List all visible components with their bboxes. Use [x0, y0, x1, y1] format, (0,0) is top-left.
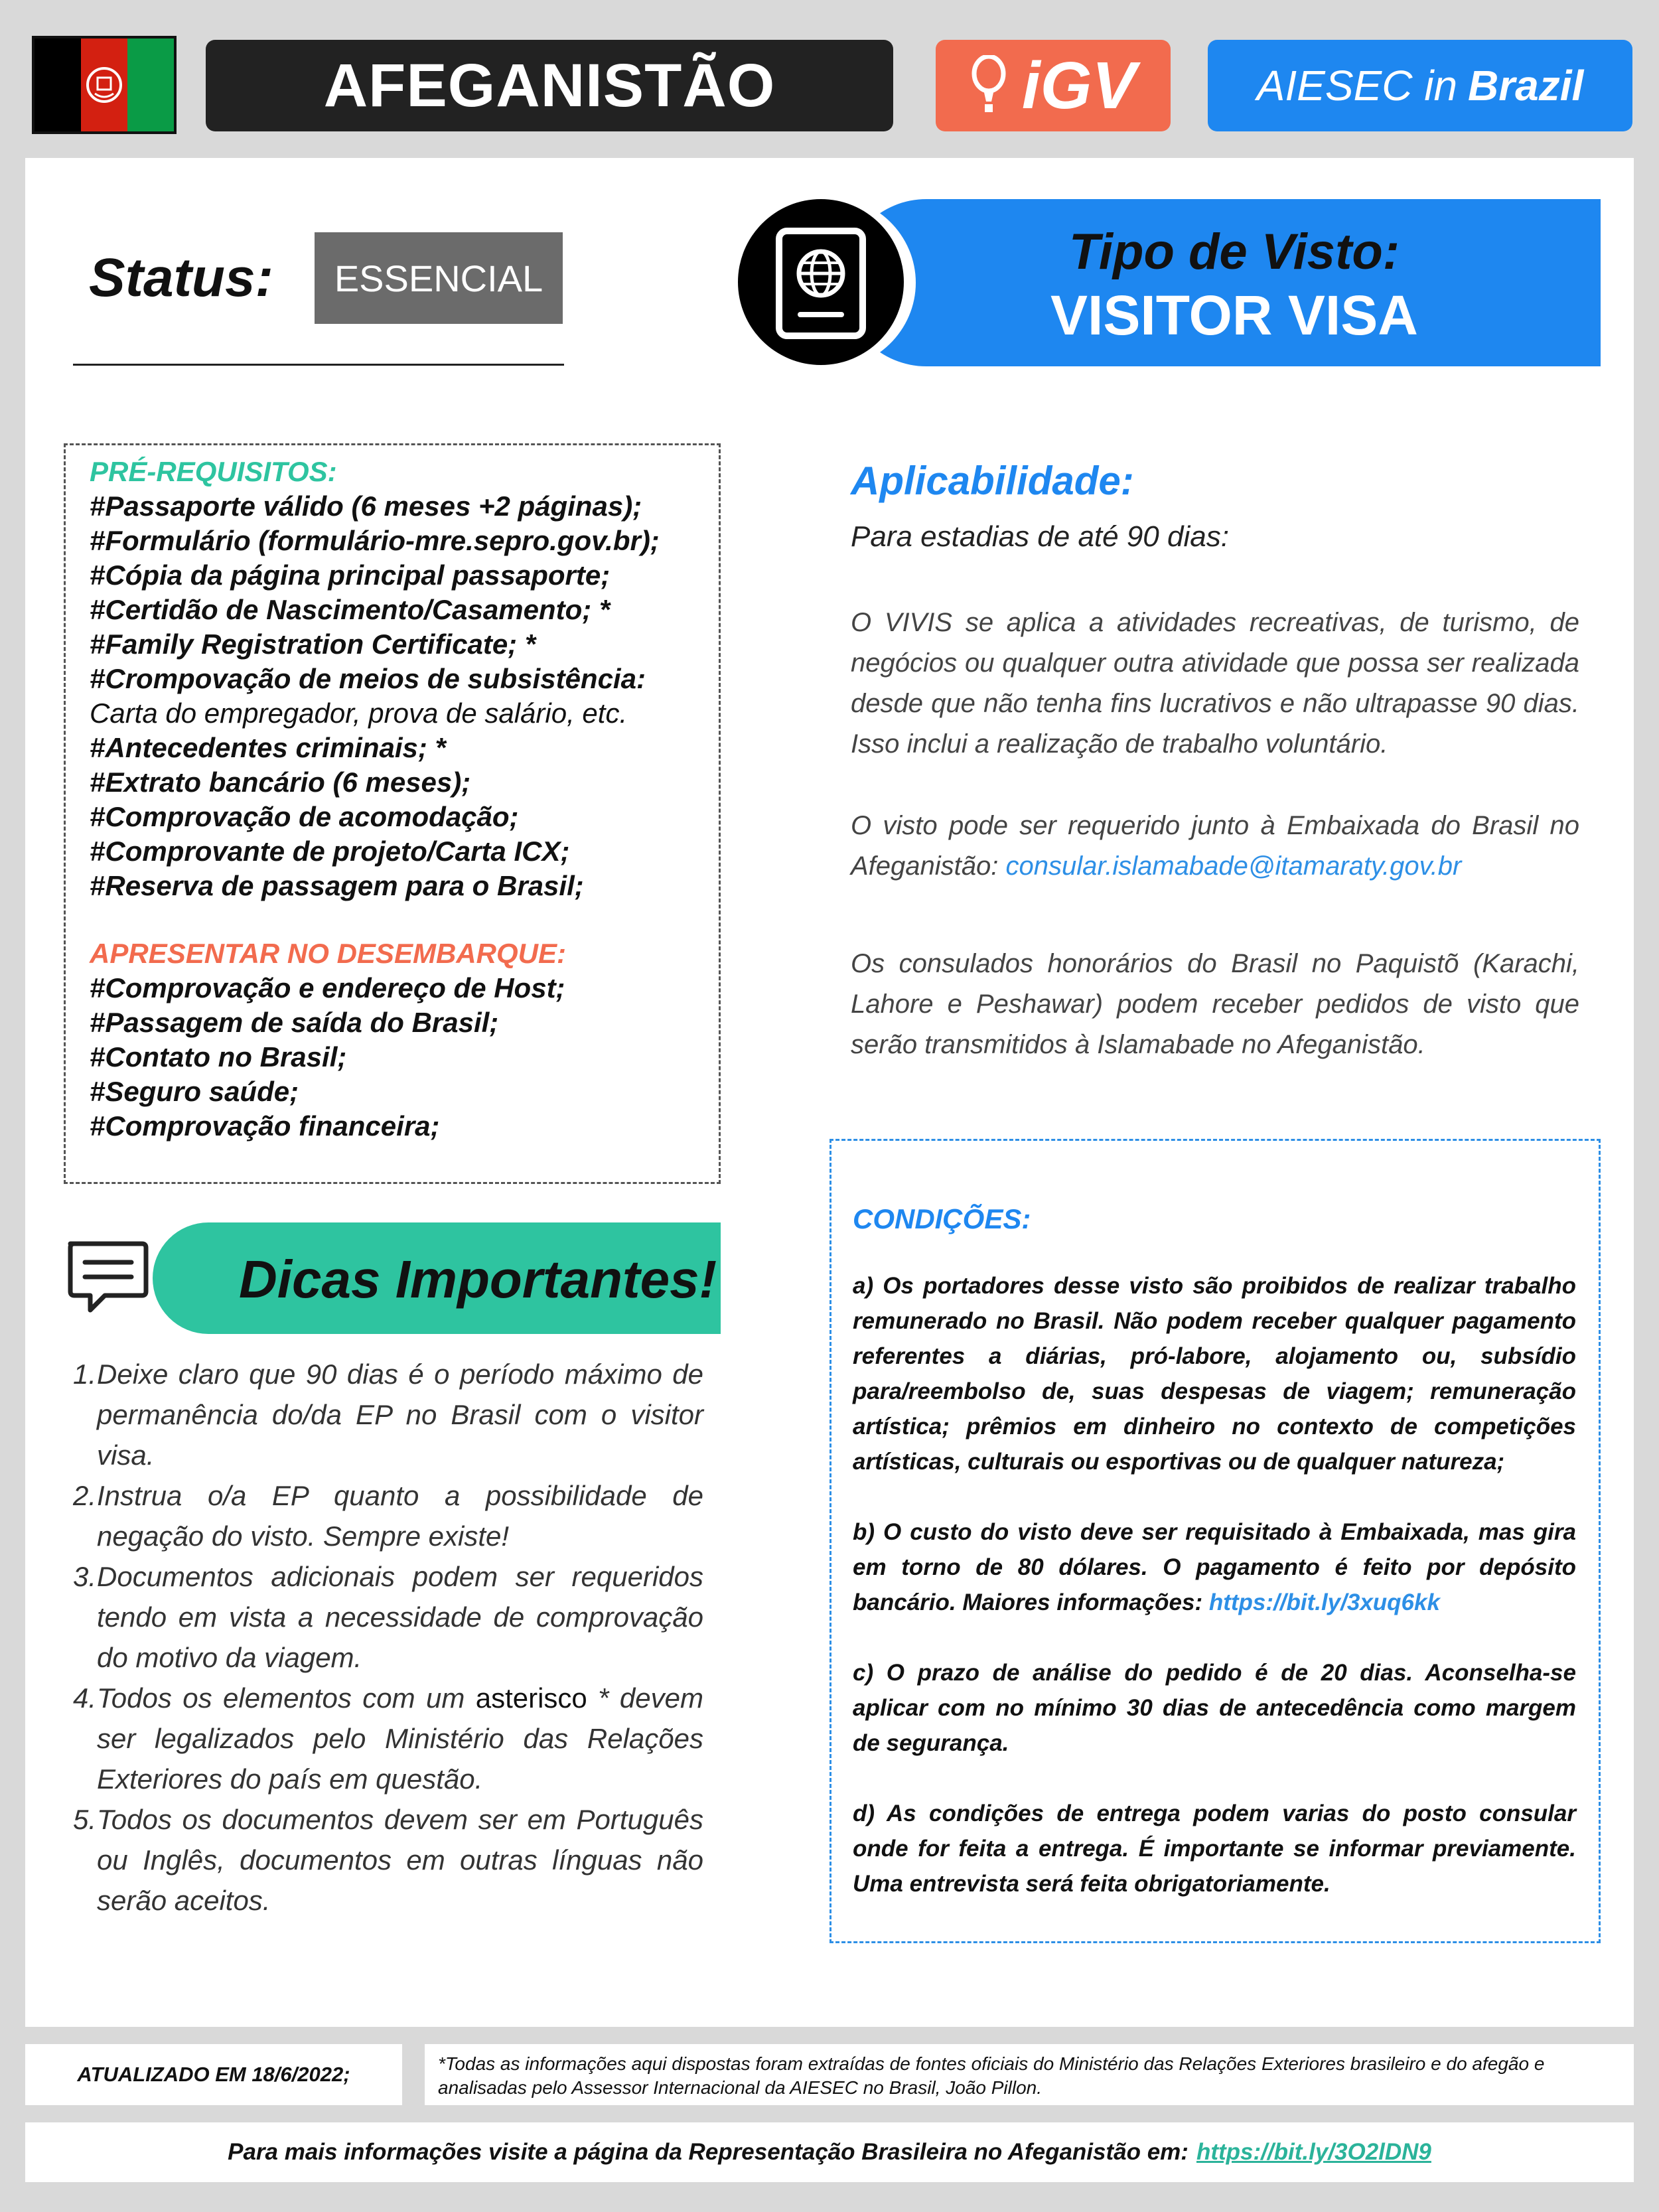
prereq-item: #Crompovação de meios de subsistência:: [90, 663, 646, 694]
embassy-text: O visto pode ser requerido junto à Embaixada do Brasil no Afeganistão:: [851, 811, 1579, 881]
visa-type-label: Tipo de Visto:: [1068, 224, 1400, 280]
condition-c: c) O prazo de análise do pedido é de 20 dias. Aconselha-se aplicar com no mínimo 30 dias de antecedência como margem de segurança.: [853, 1660, 1576, 1756]
more-info-text: Para mais informações visite a página da Representação Brasileira no Afeganistão em:: [228, 2139, 1189, 2165]
tips-list: [73, 1354, 703, 1921]
tip-text-part: Todos os elementos com um: [97, 1682, 476, 1714]
tip-item: [73, 1475, 703, 1556]
arrival-item: #Comprovação e endereço de Host;: [90, 972, 565, 1003]
afghanistan-flag: [32, 36, 177, 134]
tip-text: Deixe claro que 90 dias é o período máximo de permanência do/da EP no Brasil com o visitor visa.: [97, 1359, 703, 1471]
tip-item: [73, 1678, 703, 1799]
status-value: ESSENCIAL: [334, 257, 543, 299]
more-info: [25, 2122, 1634, 2182]
passport-icon-bg: [738, 199, 904, 365]
applicability-paragraph: [851, 806, 1579, 887]
aiesec-logo: [1208, 40, 1632, 131]
prereq-item: #Certidão de Nascimento/Casamento; *: [90, 594, 611, 625]
prereq-item: #Cópia da página principal passaporte;: [90, 559, 611, 591]
prereq-item: #Antecedentes criminais; *: [90, 732, 446, 763]
status-badge: [315, 232, 563, 324]
condition-a: a) Os portadores desse visto são proibidos de realizar trabalho remunerado no Brasil. Não podem receber qualquer pagamento referentes a diárias, pró-labore, alojamento ou, subsídio para/reembolso de, suas despesas de viagem; remuneração artística; prêmios em dinheiro no contexto de competições artísticas, culturais ou esportivas ou de qualquer natureza;: [853, 1273, 1576, 1475]
applicability-paragraph: O VIVIS se aplica a atividades recreativas, de turismo, de negócios ou qualquer outra atividade que possa ser realizada desde que não tenha fins lucrativos e não ultrapasse 90 dias. Isso inclui a realização de trabalho voluntário.: [851, 608, 1579, 759]
condition-b-text: b) O custo do visto deve ser requisitado à Embaixada, mas gira em torno de 80 dólares. O pagamento é feito por depósito bancário. Maiores informações:: [853, 1519, 1576, 1615]
passport-icon: [738, 199, 904, 365]
aiesec-prefix: AIESEC in: [1256, 62, 1458, 110]
balloon-icon: [970, 55, 1007, 116]
chat-icon: [64, 1236, 150, 1322]
tips-title: Dicas Importantes!: [239, 1250, 717, 1309]
prereq-item: Carta do empregador, prova de salário, etc.: [90, 698, 628, 729]
applicability-subtitle: Para estadias de até 90 dias:: [851, 520, 1229, 553]
igv-logo: [936, 40, 1171, 131]
arrival-title: APRESENTAR NO DESEMBARQUE:: [90, 938, 566, 969]
tip-text: [97, 1678, 703, 1799]
tip-item: [73, 1354, 703, 1475]
aiesec-country: Brazil: [1468, 62, 1584, 110]
disclaimer: *Todas as informações aqui dispostas foram extraídas de fontes oficiais do Ministério das Relações Exteriores brasileiro e do afegão e analisadas pelo Assessor Internacional da AIESEC no Brasil, João Pillon.: [425, 2044, 1634, 2105]
prereq-item: #Comprovação de acomodação;: [90, 801, 519, 832]
prereq-item: #Formulário (formulário-mre.sepro.gov.br);: [90, 525, 660, 556]
arrival-item: #Passagem de saída do Brasil;: [90, 1007, 499, 1038]
tip-text-part: * devem ser legalizados pelo Ministério das Relações Exteriores do país em questão.: [97, 1682, 703, 1795]
visa-type-value: VISITOR VISA: [1050, 284, 1418, 346]
condition-d: d) As condições de entrega podem varias do posto consular onde for feita a entrega. É importante se informar previamente. Uma entrevista será feita obrigatoriamente.: [853, 1801, 1576, 1897]
tip-item: [73, 1799, 703, 1921]
prereq-item: #Comprovante de projeto/Carta ICX;: [90, 836, 570, 867]
prerequisites-title: PRÉ-REQUISITOS:: [90, 456, 337, 487]
prereq-item: #Family Registration Certificate; *: [90, 628, 536, 660]
asterisco-word: asterisco: [475, 1682, 587, 1714]
prereq-item: #Passaporte válido (6 meses +2 páginas);: [90, 490, 642, 522]
condition-b: [853, 1514, 1576, 1620]
tip-number: 3.: [73, 1561, 97, 1592]
more-info-link[interactable]: https://bit.ly/3O2lDN9: [1196, 2139, 1431, 2165]
country-title: [206, 40, 893, 131]
tip-number: 5.: [73, 1804, 97, 1835]
arrival-item: #Comprovação financeira;: [90, 1110, 440, 1142]
updated-text: ATUALIZADO EM 18/6/2022;: [77, 2063, 350, 2086]
visa-type: [982, 223, 1486, 348]
prerequisites-box: [64, 443, 721, 1184]
prereq-item: #Reserva de passagem para o Brasil;: [90, 870, 584, 901]
conditions-box: [830, 1139, 1601, 1943]
flag-emblem-icon: [86, 64, 123, 106]
tip-text: Documentos adicionais podem ser requeridos tendo em vista a necessidade de comprovação do motivo da viagem.: [97, 1561, 703, 1673]
country-name: AFEGANISTÃO: [323, 51, 776, 119]
embassy-email-link[interactable]: consular.islamabade@itamaraty.gov.br: [1005, 851, 1462, 881]
arrival-item: #Contato no Brasil;: [90, 1041, 347, 1072]
tip-number: 2.: [73, 1480, 97, 1511]
prereq-item: #Extrato bancário (6 meses);: [90, 767, 471, 798]
tip-number: 4.: [73, 1682, 97, 1714]
tip-number: 1.: [73, 1359, 97, 1390]
arrival-item: #Seguro saúde;: [90, 1076, 299, 1107]
status-divider: [73, 364, 564, 366]
tip-item: [73, 1556, 703, 1678]
applicability-title: Aplicabilidade:: [851, 459, 1134, 503]
applicability-paragraph: Os consulados honorários do Brasil no Paquistõ (Karachi, Lahore e Peshawar) podem receber pedidos de visto que serão transmitidos à Islamabade no Afeganistão.: [851, 949, 1579, 1059]
conditions-title: CONDIÇÕES:: [853, 1203, 1031, 1234]
updated-date: [25, 2044, 402, 2105]
status-label: Status:: [89, 248, 273, 308]
tip-text: Todos os documentos devem ser em Português ou Inglês, documentos em outras línguas não serão aceitos.: [97, 1804, 703, 1916]
igv-label: iGV: [1021, 48, 1137, 123]
condition-b-link[interactable]: https://bit.ly/3xuq6kk: [1208, 1589, 1440, 1615]
tip-text: Instrua o/a EP quanto a possibilidade de negação do visto. Sempre existe!: [97, 1480, 703, 1552]
